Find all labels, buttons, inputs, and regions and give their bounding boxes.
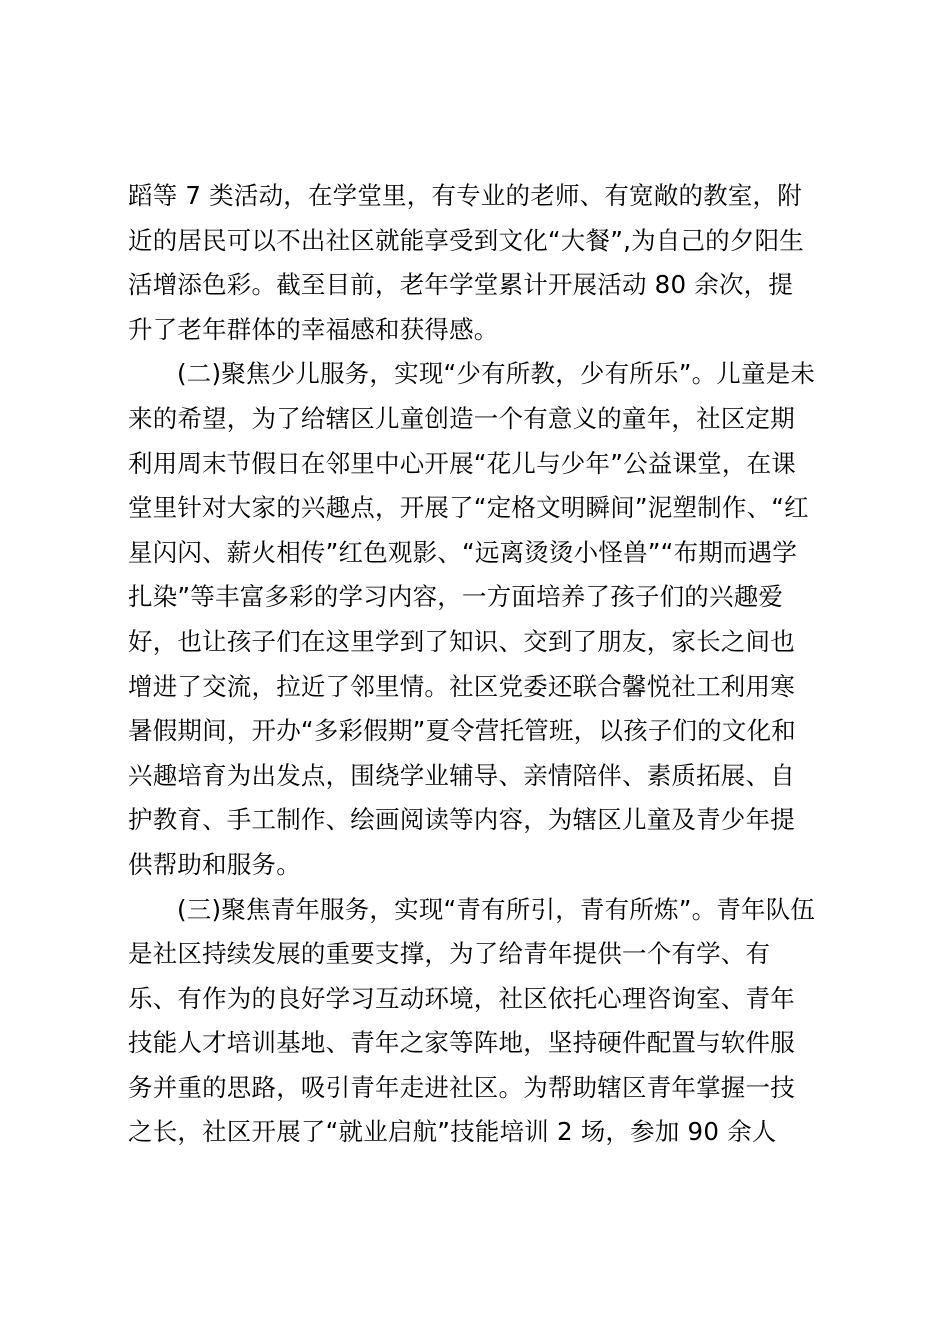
paragraph-2-line-1: (二)聚焦少儿服务，实现“少有所教，少有所乐”。儿童是未 — [177, 359, 816, 389]
paragraph-2-line-12: 供帮助和服务。 — [128, 849, 301, 879]
paragraph-3-line-4: 技能人才培训基地、青年之家等阵地，坚持硬件配置与软件服 — [128, 1028, 795, 1058]
paragraph-2-line-5: 星闪闪、薪火相传”红色观影、“远离烫烫小怪兽”“布期而遇学 — [128, 537, 798, 567]
paragraph-2-line-4: 堂里针对大家的兴趣点，开展了“定格文明瞬间”泥塑制作、“红 — [128, 493, 809, 523]
paragraph-2-line-6: 扎染”等丰富多彩的学习内容，一方面培养了孩子们的兴趣爱 — [128, 582, 784, 612]
paragraph-1-line-3: 活增添色彩。截至目前，老年学堂累计开展活动 80 余次，提 — [128, 270, 794, 300]
paragraph-1-line-2: 近的居民可以不出社区就能享受到文化“大餐”,为自己的夕阳生 — [128, 225, 804, 255]
document-body — [128, 174, 833, 1155]
paragraph-2-line-7: 好，也让孩子们在这里学到了知识、交到了朋友，家长之间也 — [128, 626, 795, 656]
paragraph-2-line-11: 护教育、手工制作、绘画阅读等内容，为辖区儿童及青少年提 — [128, 805, 795, 835]
paragraph-2-line-9: 暑假期间，开办“多彩假期”夏令营托管班，以孩子们的文化和 — [128, 716, 796, 746]
paragraph-2-line-3: 利用周末节假日在邻里中心开展“花儿与少年”公益课堂，在课 — [128, 448, 796, 478]
paragraph-1-line-1: 蹈等 7 类活动，在学堂里，有专业的老师、有宽敞的教室，附 — [128, 181, 802, 210]
paragraph-3-line-1: (三)聚焦青年服务，实现“青有所引，青有所炼”。青年队伍 — [177, 894, 816, 924]
paragraph-3-line-6: 之长，社区开展了“就业启航”技能培训 2 场，参加 90 余人 — [128, 1117, 777, 1147]
paragraph-2-line-8: 增进了交流，拉近了邻里情。社区党委还联合馨悦社工利用寒 — [128, 671, 795, 701]
paragraph-1-line-4: 升了老年群体的幸福感和获得感。 — [128, 314, 499, 344]
paragraph-3-line-5: 务并重的思路，吸引青年走进社区。为帮助辖区青年掌握一技 — [128, 1072, 795, 1102]
paragraph-2-line-2: 来的希望，为了给辖区儿童创造一个有意义的童年，社区定期 — [128, 403, 795, 433]
paragraph-2-line-10: 兴趣培育为出发点，围绕学业辅导、亲情陪伴、素质拓展、自 — [128, 760, 795, 790]
paragraph-3-line-2: 是社区持续发展的重要支撑，为了给青年提供一个有学、有 — [128, 939, 771, 969]
paragraph-3-line-3: 乐、有作为的良好学习互动环境，社区依托心理咨询室、青年 — [128, 983, 795, 1013]
